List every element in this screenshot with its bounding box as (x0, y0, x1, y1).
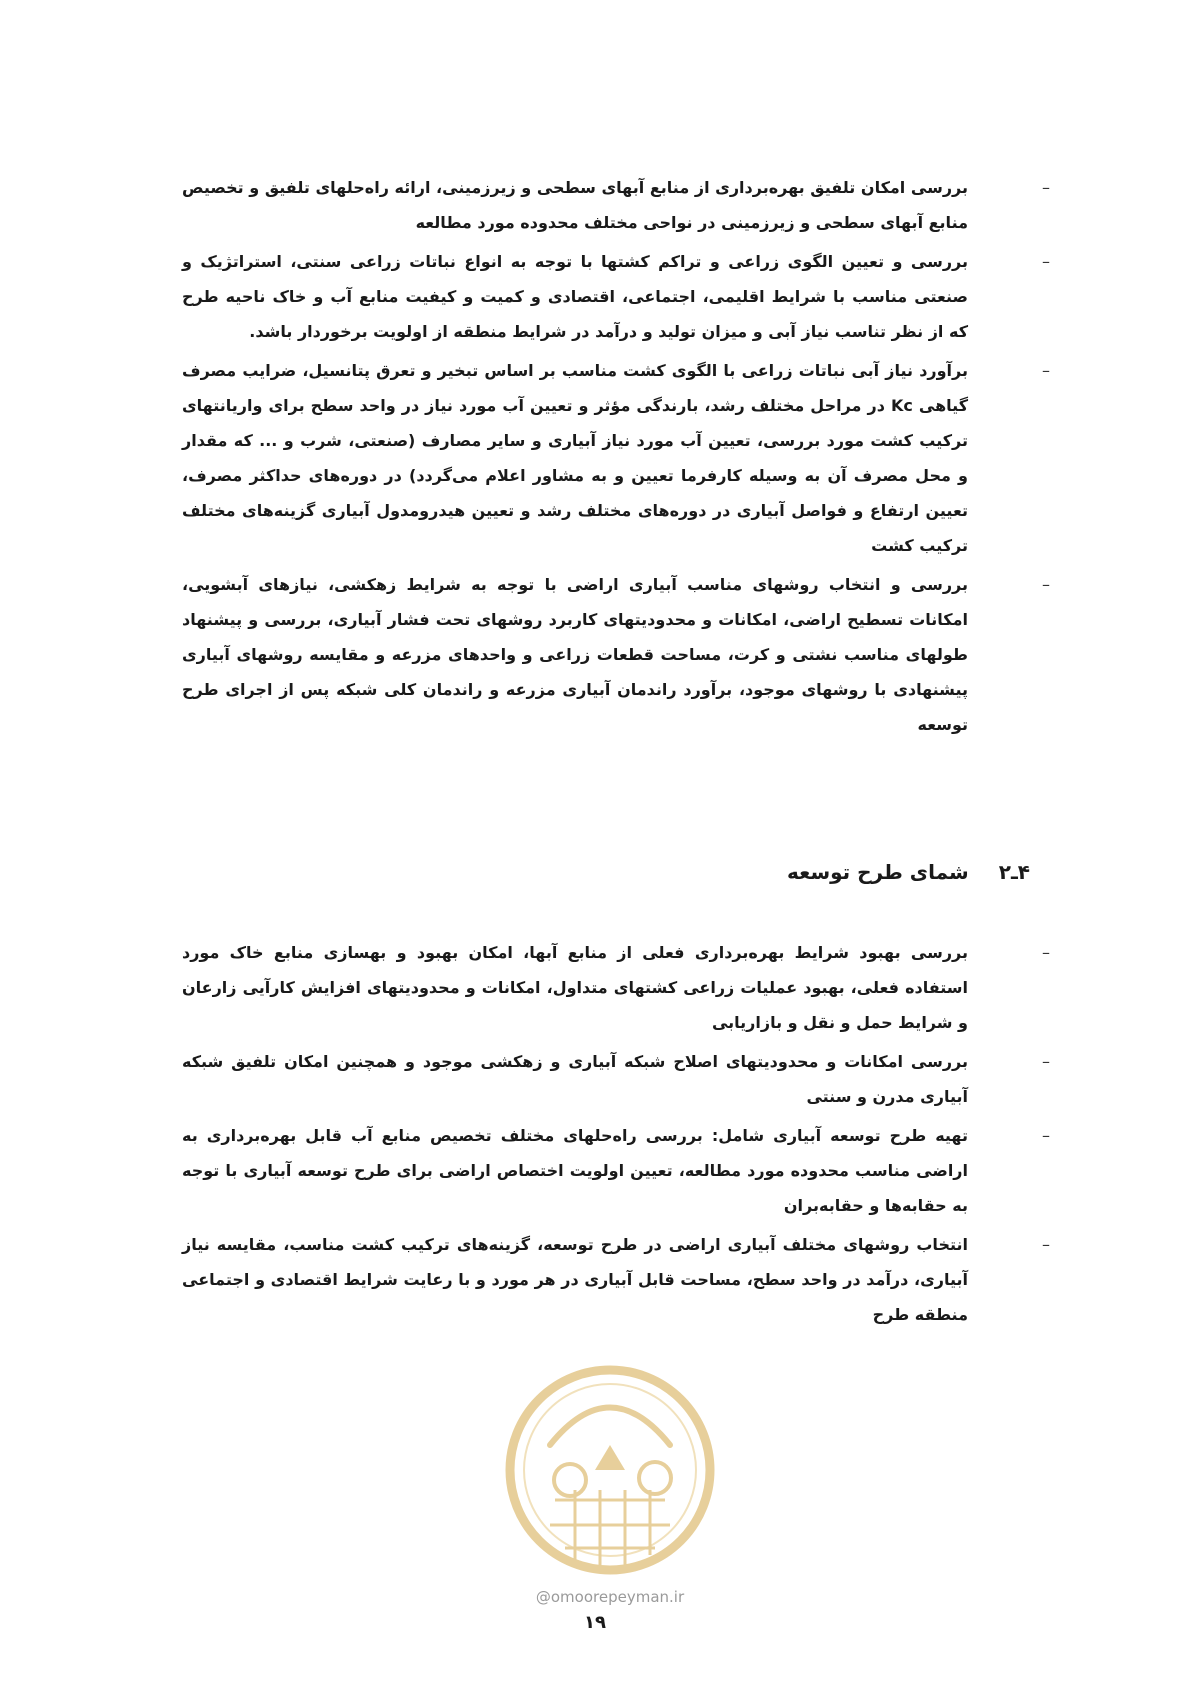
building-icon (595, 1445, 625, 1470)
dash-bullet: – (1042, 1126, 1050, 1145)
watermark-logo (495, 1350, 725, 1590)
dash-bullet: – (1042, 252, 1050, 271)
list-item-text: بررسی و تعیین الگوی زراعی و تراکم کشتها با توجه به انواع نباتات زراعی سنتی، استراتژیک و صنعتی مناسب با شرایط اقلیمی، اجتماعی، اقتصادی و کمیت و کیفیت منابع آب و خاک ناحیه طرح که از نظر تناسب نیاز آبی و میزان تولید و درآمد در شرایط منطقه از اولویت برخوردار باشد. (182, 252, 968, 341)
dash-bullet: – (1042, 575, 1050, 594)
dash-bullet: – (1042, 178, 1050, 197)
gear-icon (639, 1462, 671, 1494)
section-heading (787, 860, 1030, 884)
section-title: شمای طرح توسعه (787, 860, 969, 884)
scale-icon (554, 1464, 586, 1496)
page-number: ۱۹ (584, 1612, 606, 1633)
list-item (182, 244, 1050, 349)
list-item-text: بررسی امکان تلفیق بهره‌برداری از منابع آبهای سطحی و زیرزمینی، ارائه راه‌حلهای تلفیق و تخصیص منابع آبهای سطحی و زیرزمینی در نواحی مختلف محدوده مورد مطالعه (182, 178, 968, 232)
list-item-text: تهیه طرح توسعه آبیاری شامل: بررسی راه‌حلهای مختلف تخصیص منابع آب قابل بهره‌برداری به اراضی مناسب محدوده مورد مطالعه، تعیین اولویت اختصاص اراضی برای طرح توسعه آبیاری با توجه به حقابه‌ها و حقابه‌بران (182, 1126, 968, 1215)
dash-bullet: – (1042, 1052, 1050, 1071)
dash-bullet: – (1042, 361, 1050, 380)
list-item-text: بررسی و انتخاب روشهای مناسب آبیاری اراضی با توجه به شرایط زهکشی، نیازهای آبشویی، امکانات تسطیح اراضی، امکانات و محدودیتهای کاربرد روشهای تحت فشار آبیاری، بررسی و پیشنهاد طولهای مناسب نشتی و کرت، مساحت قطعات زراعی و واحدهای مزرعه و مقایسه روشهای آبیاری پیشنهادی با روشهای موجود، برآورد راندمان آبیاری مزرعه و راندمان کلی شبکه پس از اجرای طرح توسعه (182, 575, 968, 734)
list-item-text: انتخاب روشهای مختلف آبیاری اراضی در طرح توسعه، گزینه‌های ترکیب کشت مناسب، مقایسه نیاز آبیاری، درآمد در واحد سطح، مساحت قابل آبیاری در هر مورد و با رعایت شرایط اقتصادی و اجتماعی منطقه طرح (182, 1235, 968, 1324)
watermark-url: @omoorepeyman.ir (535, 1588, 685, 1606)
dash-bullet: – (1042, 943, 1050, 962)
development-plan-list (182, 935, 1050, 1336)
list-item (182, 935, 1050, 1040)
watermark-grid (550, 1490, 670, 1565)
list-item-text: برآورد نیاز آبی نباتات زراعی با الگوی کشت مناسب بر اساس تبخیر و تعرق پتانسیل، ضرایب مصرف گیاهی Kc در مراحل مختلف رشد، بارندگی مؤثر و تعیین آب مورد نیاز در واحد سطح برای واریانتهای ترکیب کشت مورد بررسی، تعیین آب مورد نیاز آبیاری و سایر مصارف (صنعتی، شرب و ... که مقدار و محل مصرف آن به وسیله کارفرما تعیین و به مشاور اعلام می‌گردد) در دوره‌های حداکثر مصرف، تعیین ارتفاع و فواصل آبیاری در دوره‌های مختلف رشد و تعیین هیدرومدول آبیاری گزینه‌های مختلف ترکیب کشت (182, 361, 969, 555)
list-item-text: بررسی امکانات و محدودیتهای اصلاح شبکه آبیاری و زهکشی موجود و همچنین امکان تلفیق شبکه آبیاری مدرن و سنتی (182, 1052, 968, 1106)
list-item (182, 567, 1050, 742)
list-item (182, 1118, 1050, 1223)
section-number: ۴ـ۲ (998, 860, 1030, 884)
list-item-text: بررسی بهبود شرایط بهره‌برداری فعلی از منابع آبها، امکان بهبود و بهسازی منابع خاک مورد استفاده فعلی، بهبود عملیات زراعی کشتهای متداول، امکانات و محدودیتهای افزایش کارآیی زارعان و شرایط حمل و نقل و بازاریابی (182, 943, 968, 1032)
list-item (182, 1227, 1050, 1332)
list-item (182, 1044, 1050, 1114)
list-item (182, 353, 1050, 563)
logo-text-arc (550, 1408, 670, 1446)
list-item (182, 170, 1050, 240)
dash-bullet: – (1042, 1235, 1050, 1254)
study-items-list (182, 170, 1050, 746)
